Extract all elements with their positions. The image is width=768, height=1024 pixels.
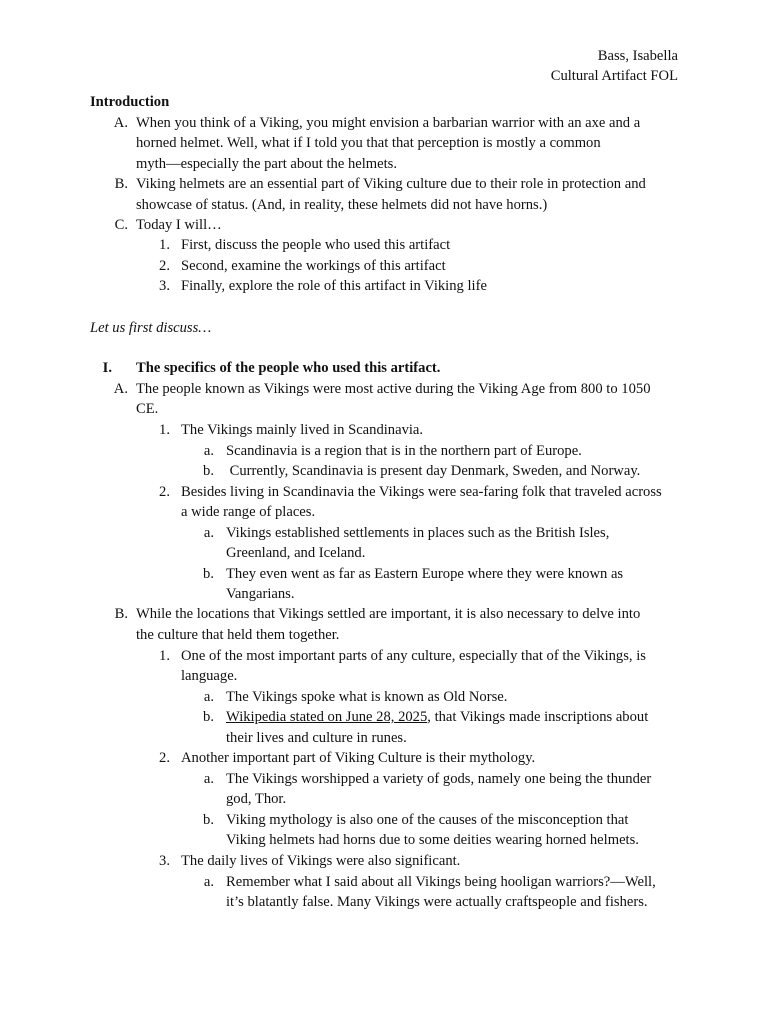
- list-marker: B.: [114, 176, 128, 192]
- plan-item: First, discuss the people who used this artifact: [181, 237, 451, 253]
- section-b-line: the culture that held them together.: [136, 627, 340, 643]
- outline-subitem: Remember what I said about all Vikings being hooligan warriors?—Well,: [226, 874, 656, 890]
- list-marker: 2.: [159, 258, 170, 274]
- outline-subitem: Vikings established settlements in places such as the British Isles,: [226, 525, 610, 541]
- plan-item: Finally, explore the role of this artifact in Viking life: [181, 278, 487, 294]
- outline-subitem: Scandinavia is a region that is in the northern part of Europe.: [226, 443, 582, 459]
- section-a-line: CE.: [136, 401, 159, 417]
- outline-item: One of the most important parts of any culture, especially that of the Vikings, is: [181, 648, 646, 664]
- source-link[interactable]: Wikipedia stated on June 28, 2025: [226, 709, 428, 725]
- source-sentence: , that Vikings made inscriptions about: [427, 709, 649, 725]
- list-marker: A.: [113, 381, 128, 397]
- outline-subitem: The Vikings worshipped a variety of gods, namely one being the thunder: [226, 771, 652, 787]
- outline-subitem: They even went as far as Eastern Europe where they were known as: [226, 566, 624, 582]
- outline-item: Another important part of Viking Culture is their mythology.: [181, 750, 536, 766]
- list-marker: a.: [203, 689, 214, 705]
- list-marker: 3.: [159, 853, 170, 869]
- section-a-line: The people known as Vikings were most active during the Viking Age from 800 to 1050: [136, 381, 651, 397]
- outline-subitem: their lives and culture in runes.: [226, 730, 407, 746]
- list-marker: a.: [203, 525, 214, 541]
- list-marker: a.: [203, 443, 214, 459]
- list-marker: C.: [114, 217, 128, 233]
- section-heading: The specifics of the people who used this artifact.: [136, 360, 441, 376]
- list-marker: 2.: [159, 484, 170, 500]
- intro-b-line: showcase of status. (And, in reality, these helmets did not have horns.): [136, 197, 548, 213]
- outline-subitem: god, Thor.: [226, 791, 287, 807]
- list-marker: 2.: [159, 750, 170, 766]
- list-marker: a.: [203, 771, 214, 787]
- list-marker: 1.: [159, 422, 170, 438]
- section-marker: I.: [102, 360, 112, 376]
- outline-item: The daily lives of Vikings were also significant.: [181, 853, 461, 869]
- author-name: Bass, Isabella: [597, 48, 678, 64]
- transition-text: Let us first discuss…: [90, 320, 212, 336]
- outline-subitem: [226, 707, 648, 727]
- outline-subitem: The Vikings spoke what is known as Old Norse.: [226, 689, 508, 705]
- intro-heading: Introduction: [90, 94, 170, 110]
- intro-a-line: horned helmet. Well, what if I told you that that perception is mostly a common: [136, 135, 601, 151]
- intro-a-line: myth—especially the part about the helmets.: [136, 156, 397, 172]
- list-marker: 1.: [159, 648, 170, 664]
- list-marker: b.: [203, 812, 214, 828]
- list-marker: A.: [113, 115, 128, 131]
- list-marker: b.: [203, 566, 214, 582]
- list-marker: 1.: [159, 237, 170, 253]
- outline-subitem: Vangarians.: [226, 586, 295, 602]
- intro-b-line: Viking helmets are an essential part of Viking culture due to their role in protection and: [136, 176, 646, 192]
- intro-c-text: Today I will…: [136, 217, 222, 233]
- list-marker: B.: [114, 606, 128, 622]
- outline-subitem: Currently, Scandinavia is present day Denmark, Sweden, and Norway.: [226, 463, 641, 479]
- outline-subitem: Viking mythology is also one of the causes of the misconception that: [226, 812, 629, 828]
- outline-item: Besides living in Scandinavia the Vikings were sea-faring folk that traveled across: [181, 484, 662, 500]
- list-marker: a.: [203, 874, 214, 890]
- list-marker: 3.: [159, 278, 170, 294]
- outline-subitem: Viking helmets had horns due to some deities wearing horned helmets.: [226, 832, 639, 848]
- section-b-line: While the locations that Vikings settled are important, it is also necessary to delve into: [136, 606, 641, 622]
- plan-item: Second, examine the workings of this artifact: [181, 258, 446, 274]
- outline-subitem: Greenland, and Iceland.: [226, 545, 366, 561]
- list-marker: b.: [203, 709, 214, 725]
- outline-item: a wide range of places.: [181, 504, 316, 520]
- list-marker: b.: [203, 463, 214, 479]
- document-subtitle: Cultural Artifact FOL: [550, 68, 678, 84]
- intro-a-line: When you think of a Viking, you might envision a barbarian warrior with an axe and a: [136, 115, 641, 131]
- outline-subitem: it’s blatantly false. Many Vikings were actually craftspeople and fishers.: [226, 894, 648, 910]
- outline-item: language.: [181, 668, 238, 684]
- outline-item: The Vikings mainly lived in Scandinavia.: [181, 422, 424, 438]
